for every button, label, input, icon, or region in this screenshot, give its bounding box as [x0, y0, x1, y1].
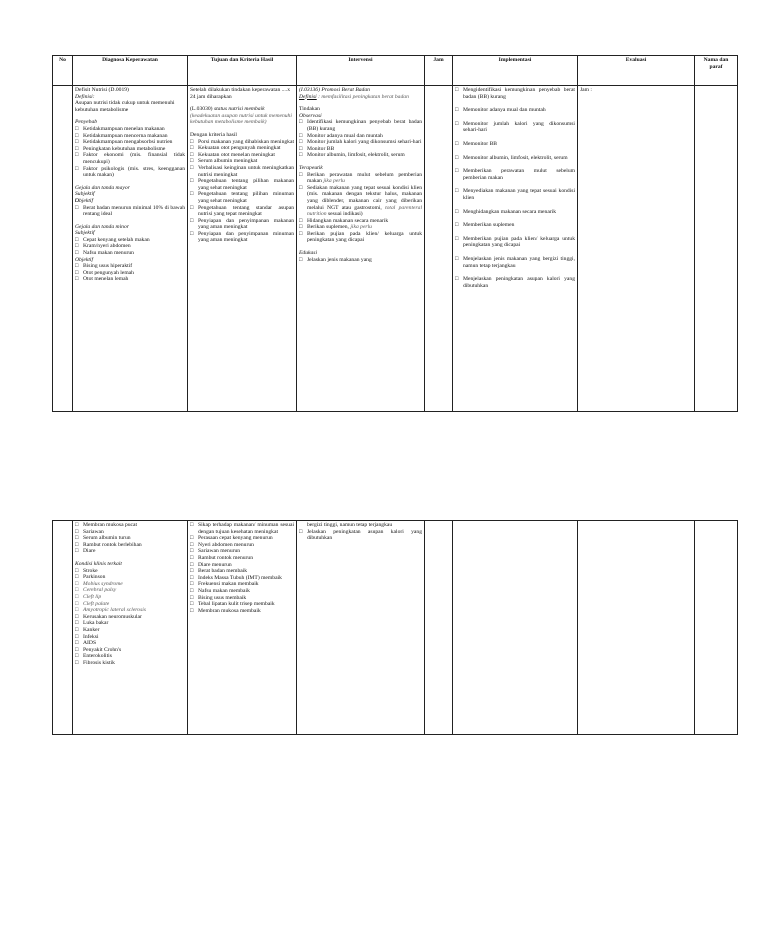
list-item: □ Hidangkan makanan secara menarik — [299, 218, 422, 225]
header-evaluasi: Evaluasi — [578, 56, 695, 86]
list-item: □ Penyakit Crohn's — [75, 647, 185, 654]
list-item: □ Membran mukosa pucat — [75, 522, 185, 529]
list-item: □ Pengetahuan tentang standar asupan nutrisi yang tepat meningkat — [190, 205, 294, 218]
list-item: □ Otot pengunyah lemah — [75, 270, 185, 277]
edukasi-list-cont — [299, 529, 422, 542]
list-item: □ Indeks Massa Tubuh (IMT) membaik — [190, 575, 294, 582]
header-implementasi: Implementasi — [453, 56, 578, 86]
kondisi-label: Kondisi klinis terkait — [75, 560, 122, 567]
list-item: □ Diare menurun — [190, 562, 294, 569]
header-tujuan: Tujuan dan Kriteria Hasil — [188, 56, 297, 86]
list-item: □ Identifikasi kemungkinan penyebab berat badan (BB) kurang — [299, 119, 422, 132]
minor-subjektif-list — [75, 237, 185, 257]
list-item: □ Otot menelan lemah — [75, 276, 185, 283]
list-item: □ Cleft palate — [75, 601, 185, 608]
list-item: □ Penyiapan dan penyimpanan minuman yang aman meningkat — [190, 231, 294, 244]
list-item: □ Nafsu makan membaik — [190, 588, 294, 595]
mayor-label: Gejala dan tanda mayor — [75, 184, 130, 191]
cell-tujuan-cont — [188, 521, 297, 735]
list-item: □ Cepat kenyang setelah makan — [75, 237, 185, 244]
list-item: □ Pengetahuan tentang pilihan minuman yang sehat meningkat — [190, 191, 294, 204]
list-item: □ Memonitor adanya mual dan muntah — [455, 107, 575, 114]
list-item: □ Verbalisasi keinginan untuk meningkatkan nutrisi meningkat — [190, 165, 294, 178]
cell-implementasi — [453, 86, 578, 412]
list-item: □ Perasaan cepat kenyang menurun — [190, 535, 294, 542]
header-no: No — [53, 56, 73, 86]
intervensi-def — [299, 94, 422, 101]
list-item: □ Kerusakan neuromuskular — [75, 614, 185, 621]
list-item: □ Tebal lipatan kulit trisep membaik — [190, 601, 294, 608]
kriteria-list-cont — [190, 522, 294, 614]
tujuan-code-text: status nutrisi membaik — [213, 106, 265, 113]
edukasi-cont-text: bergizi tinggi, namun tetap terjangkau — [307, 522, 393, 528]
list-item: □ Sikap terhadap makanan/ minuman sesuai dengan tujuan kesehatan meningkat — [190, 522, 294, 535]
list-item: □ Kanker — [75, 627, 185, 634]
mayor-objektif-list — [75, 205, 185, 218]
tindakan-label: Tindakan — [299, 106, 320, 113]
list-item: □ Ketidakmampuan mencerna makanan — [75, 133, 185, 140]
cell-intervensi — [297, 86, 425, 412]
list-item: □ Monitor jumlah kalori yang dikonsumsi sehari-hari — [299, 139, 422, 146]
care-plan-table-page-2 — [52, 520, 738, 735]
diagnosa-title: Defisit Nutrisi (D.0019) — [75, 87, 129, 93]
list-item: □ Ketidakmampuan menelan makanan — [75, 126, 185, 133]
list-item: □ Bising usus hiperaktif — [75, 263, 185, 270]
cell-paraf — [695, 521, 738, 735]
list-item: □ Serum albumin turun — [75, 535, 185, 542]
list-item: □ Memonitor albumin, limfosit, elektrolit, serum — [455, 155, 575, 162]
list-item: □ Ketidakmampuan mengabsorbsi nutrien — [75, 139, 185, 146]
list-item: □ AIDS — [75, 640, 185, 647]
list-item: □ Kram/nyeri abdomen — [75, 243, 185, 250]
list-item: □ Nafsu makan menurun — [75, 250, 185, 257]
list-item: □ Membran mukosa membaik — [190, 608, 294, 615]
list-item: □ Mobius syndrome — [75, 581, 185, 588]
kondisi-list — [75, 568, 185, 667]
list-item: □ Sariawan — [75, 529, 185, 536]
terapeutik-list — [299, 172, 422, 245]
list-item: □ Infeksi — [75, 634, 185, 641]
kriteria-label: Dengan kriteria hasil — [190, 131, 237, 138]
cell-intervensi-cont — [297, 521, 425, 735]
list-item: □ Berikan suplemen, jika perlu — [299, 224, 422, 231]
list-item: □ Monitor adanya mual dan muntah — [299, 133, 422, 140]
intervensi-def-text: : memfasilitasi peningkatan berat badan — [318, 93, 409, 100]
list-item: □ Kekuatan otot menelan meningkat — [190, 152, 294, 159]
list-item: □ Diare — [75, 548, 185, 555]
cell-implementasi — [453, 521, 578, 735]
penyebab-list — [75, 126, 185, 179]
cell-tujuan — [188, 86, 297, 412]
cell-jam — [425, 521, 453, 735]
list-item: □ Menyediakan makanan yang tepat sesuai kondisi klien — [455, 188, 575, 201]
table-header-row — [53, 56, 738, 86]
list-item: □ Berikan perawatan mulut sebelum pemberian makan jika perlu — [299, 172, 422, 185]
minor-objektif-label: Objektif — [75, 256, 94, 263]
list-item: □ Bising usus membaik — [190, 595, 294, 602]
list-item: □ Rambut rontok berlebihan — [75, 542, 185, 549]
list-item: □ Memberikan perawatan mulut sebelum pemberian makan — [455, 168, 575, 181]
list-item: □ Memberikan pujian pada klien/ keluarga untuk peningkatan yang dicapai — [455, 236, 575, 249]
list-item: □ Luka bakar — [75, 620, 185, 627]
list-item: □ Faktor ekonomi (mis. finansial tidak mencukupi) — [75, 152, 185, 165]
list-item: □ Cleft lip — [75, 594, 185, 601]
list-item: □ Memberikan suplemen — [455, 222, 575, 229]
list-item: □ Nyeri abdomen menurun — [190, 542, 294, 549]
cell-diagnosa — [73, 86, 188, 412]
list-item: □ Jelaskan peningkatan asupan kalori yang dibutuhkan — [299, 529, 422, 542]
minor-subjektif-label: Subjektif — [75, 230, 95, 237]
list-item: □ Menjelaskan peningkatan asupan kalori yang dibutuhkan — [455, 276, 575, 289]
list-item: □ Berat badan membaik — [190, 568, 294, 575]
implementasi-list — [455, 87, 575, 289]
list-item: □ Pengetahuan tentang pilihan makanan yang sehat meningkat — [190, 178, 294, 191]
list-item: □ Porsi makanan yang dihabiskan meningkat — [190, 139, 294, 146]
mayor-subjektif-label: Subjektif — [75, 191, 95, 198]
table-row — [53, 86, 738, 412]
minor-objektif-list-cont — [75, 522, 185, 555]
list-item: □ Penyiapan dan penyimpanan makanan yang aman meningkat — [190, 218, 294, 231]
list-item: □ Enterokolitis — [75, 653, 185, 660]
list-item: □ Amyotropic lateral sclerosis — [75, 607, 185, 614]
cell-evaluasi — [578, 521, 695, 735]
header-paraf: Nama dan paraf — [695, 56, 738, 86]
minor-label: Gejala dan tanda minor — [75, 223, 129, 230]
list-item: □ Fibrosis kistik — [75, 660, 185, 667]
list-item: □ Menjelaskan jenis makanan yang bergizi tinggi, namun tetap terjangkau — [455, 256, 575, 269]
cell-no — [53, 521, 73, 735]
list-item: □ Menghidangkan makanan secara menarik — [455, 209, 575, 216]
header-intervensi: Intervensi — [297, 56, 425, 86]
list-item: □ Cerebral palsy — [75, 587, 185, 594]
evaluasi-jam: Jam : — [580, 87, 592, 93]
list-item: □ Berikan pujian pada klien/ keluarga untuk peningkatan yang dicapai — [299, 231, 422, 244]
list-item: □ Berat badan menurun minimal 10% di bawah rentang ideal — [75, 205, 185, 218]
tujuan-code-line — [190, 106, 294, 126]
kriteria-list — [190, 139, 294, 245]
list-item: □ Kekuatan otot pengunyah meningkat — [190, 145, 294, 152]
cell-no — [53, 86, 73, 412]
list-item: □ Serum albumin meningkat — [190, 158, 294, 165]
observasi-label: Observasi — [299, 112, 322, 119]
header-diagnosa: Diagnosa Keperawatan — [73, 56, 188, 86]
list-item: □ Monitor BB — [299, 146, 422, 153]
intervensi-title: (I.03136) Promosi Berat Badan — [299, 87, 370, 93]
list-item: □ Rambut rontok menurun — [190, 555, 294, 562]
list-item: □ Stroke — [75, 568, 185, 575]
list-item: □ Sariawan menurun — [190, 548, 294, 555]
list-item: □ Memonitor jumlah kalori yang dikonsumsi sehari-hari — [455, 121, 575, 134]
header-jam: Jam — [425, 56, 453, 86]
list-item: □ Jelaskan jenis makanan yang — [299, 257, 422, 264]
list-item: □ Memonitor BB — [455, 141, 575, 148]
list-item: □ Mengidentifikasi kemungkinan penyebab berat badan (BB) kurang — [455, 87, 575, 100]
observasi-list — [299, 119, 422, 159]
list-item: □ Sediakan makanan yang tepat sesuai kondisi klien (mis. makanan dengan tekstur halus, makanan yang diblender, makanan cair yang diberikan melalui NGT atau gastrostomi, total parenteral nutrition sesuai indikasi) — [299, 185, 422, 218]
edukasi-label: Edukasi — [299, 250, 318, 257]
edukasi-list — [299, 257, 422, 264]
tujuan-code-desc: (keadekuatan asupan nutrisi untuk memenuhi kebutuhan metabolisme membaik) — [190, 112, 292, 126]
terapeutik-label: Terapeutik — [299, 164, 323, 171]
cell-paraf — [695, 86, 738, 412]
minor-objektif-list — [75, 263, 185, 283]
list-item: □ Frekuensi makan membaik — [190, 581, 294, 588]
mayor-objektif-label: Objektif — [75, 197, 94, 204]
diagnosa-def-label: Definisi: — [75, 93, 95, 100]
list-item: □ Parkinson — [75, 574, 185, 581]
intervensi-def-label: Definisi — [299, 93, 317, 100]
tujuan-intro: Setelah dilakukan tindakan keperawatan ....x 24 jam diharapkan — [190, 87, 291, 100]
care-plan-table-page-1 — [52, 55, 738, 412]
tujuan-code: (L.03030) — [190, 106, 213, 113]
cell-jam — [425, 86, 453, 412]
list-item: □ Monitor albumin, limfosit, elektrolit, serum — [299, 152, 422, 159]
list-item: □ Faktor psikologis (mis. stres, keengganan untuk makan) — [75, 166, 185, 179]
table-row — [53, 521, 738, 735]
cell-diagnosa-cont — [73, 521, 188, 735]
cell-evaluasi — [578, 86, 695, 412]
list-item: □ Peningkatan kebutuhan metabolisme — [75, 146, 185, 153]
penyebab-label: Penyebab — [75, 119, 98, 126]
diagnosa-def-text: Asupan nutrisi tidak cukup untuk memenuhi kebutuhan metabolisme — [75, 100, 175, 113]
